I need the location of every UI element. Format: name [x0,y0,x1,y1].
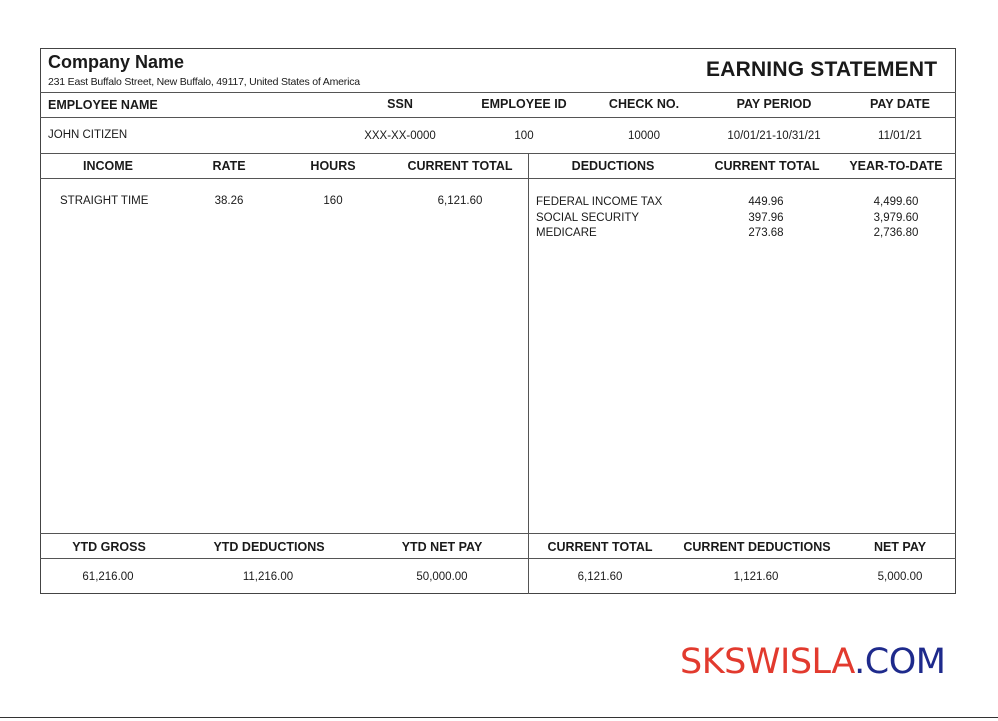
current-deductions: 1,121.60 [733,571,779,583]
net-pay: 5,000.00 [877,571,923,583]
bottom-rule [0,717,998,718]
header-year-to-date: YEAR-TO-DATE [849,159,943,173]
deduction-current: 397.96 [748,211,784,224]
company-name: Company Name [48,52,185,72]
deduction-label: MEDICARE [536,227,597,239]
income-hours: 160 [323,195,343,207]
divider [40,178,956,179]
watermark-part2: .COM [854,642,946,682]
header-rate: RATE [212,159,246,173]
header-deductions-current-total: CURRENT TOTAL [714,159,820,173]
column-divider [528,153,529,594]
deductions-list [536,195,662,242]
header-employee-name: EMPLOYEE NAME [48,98,158,112]
deduction-ytd: 4,499.60 [873,196,919,208]
income-rate: 38.26 [214,195,244,207]
deductions-current-list [726,195,806,242]
header-summary-current-total: CURRENT TOTAL [547,540,653,554]
deduction-label: FEDERAL INCOME TAX [536,196,663,208]
pay-period: 10/01/21-10/31/21 [727,130,821,142]
ytd-net-pay: 50,000.00 [416,571,468,583]
deductions-ytd-list [856,195,936,242]
deduction-ytd: 3,979.60 [873,211,919,224]
header-check-no: CHECK NO. [608,97,680,111]
employee-name: JOHN CITIZEN [48,129,128,141]
divider [40,153,956,154]
header-ssn: SSN [387,97,413,111]
income-label: STRAIGHT TIME [60,195,149,207]
header-ytd-gross: YTD GROSS [72,540,146,554]
deduction-label: SOCIAL SECURITY [536,211,640,224]
deduction-ytd: 2,736.80 [873,227,919,239]
divider [40,533,956,534]
header-ytd-deductions: YTD DEDUCTIONS [213,540,325,554]
header-employee-id: EMPLOYEE ID [481,97,567,111]
header-pay-date: PAY DATE [870,97,930,111]
divider [40,117,956,118]
employee-ssn: XXX-XX-0000 [364,130,436,142]
watermark-part1: SKSWISLA [680,642,855,682]
divider [40,92,956,93]
pay-date: 11/01/21 [878,130,922,142]
summary-current-total: 6,121.60 [577,571,623,583]
header-deductions: DEDUCTIONS [571,159,655,173]
header-current-deductions: CURRENT DEDUCTIONS [683,540,831,554]
header-ytd-net-pay: YTD NET PAY [401,540,483,554]
header-hours: HOURS [310,159,356,173]
deduction-current: 273.68 [748,227,784,239]
employee-id: 100 [514,130,534,142]
statement-title: EARNING STATEMENT [706,58,938,81]
ytd-deductions: 11,216.00 [242,571,294,583]
header-income-current-total: CURRENT TOTAL [407,159,513,173]
deduction-current: 449.96 [748,196,784,208]
company-address: 231 East Buffalo Street, New Buffalo, 49117, United States of America [48,76,360,88]
check-number: 10000 [628,130,660,142]
income-current-total: 6,121.60 [437,195,483,207]
watermark-logo [680,642,945,682]
header-net-pay: NET PAY [873,540,927,554]
header-income: INCOME [83,159,133,173]
header-pay-period: PAY PERIOD [736,97,812,111]
divider [40,558,956,559]
ytd-gross: 61,216.00 [82,571,134,583]
